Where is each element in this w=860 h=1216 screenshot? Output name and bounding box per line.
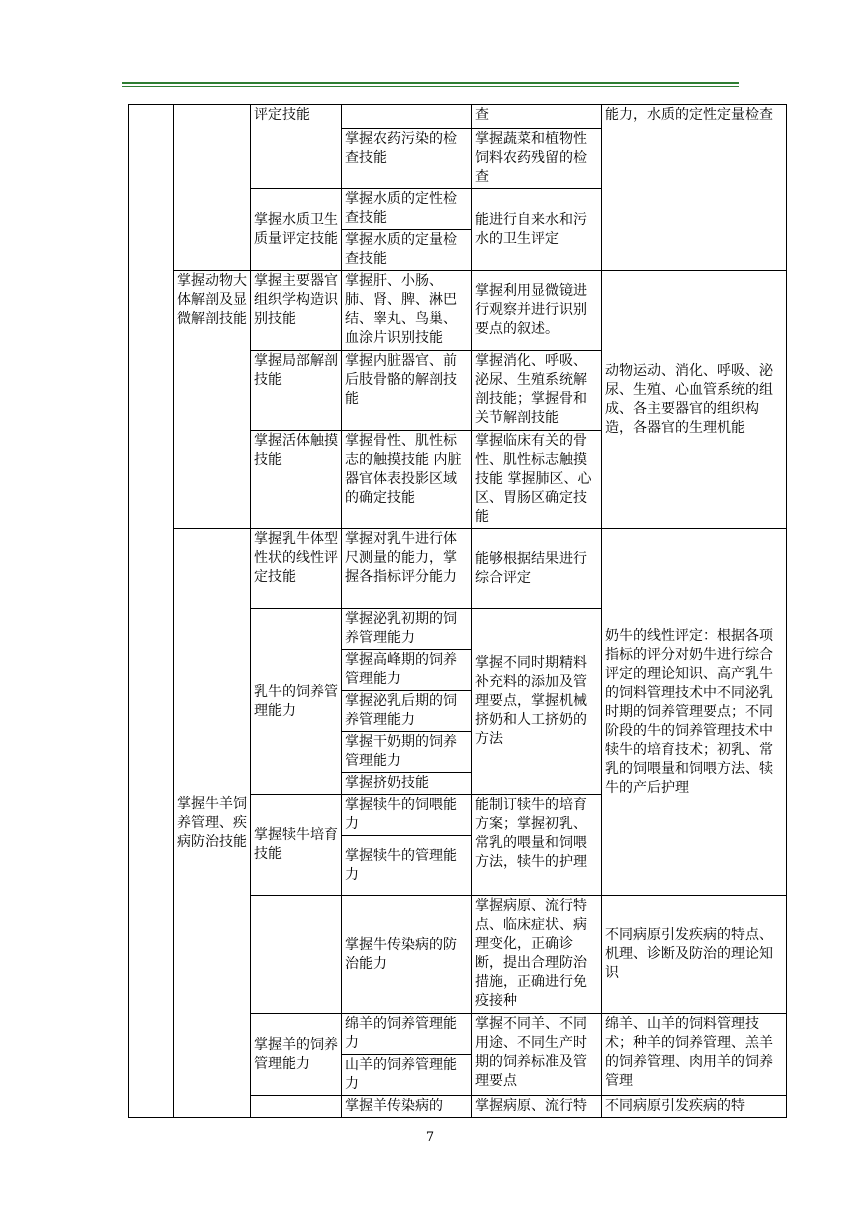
cell: 山羊的饲养管理能力 [342, 1055, 472, 1096]
cell [342, 105, 472, 129]
cell: 掌握临床有关的骨性、肌性标志触摸技能 掌握肺区、心区、胃肠区确定技能 [472, 431, 602, 529]
header-rule-thin [122, 86, 739, 87]
page-number: 7 [425, 1130, 435, 1145]
cell: 奶牛的线性评定：根据各项指标的评分对奶牛进行综合评定的理论知识、高产乳牛的饲料管理技术中不同泌乳时期的饲养管理要点；不同阶段的牛的饲养管理技术中犊牛的培育技术；初乳、常乳的饲喂量和饲喂方法、犊牛的产后护理 [602, 529, 787, 896]
cell: 掌握牛传染病的防治能力 [342, 896, 472, 1014]
cell: 动物运动、消化、呼吸、泌尿、生殖、心血管系统的组成、各主要器官的组织构造，各器官的生理机能 [602, 271, 787, 529]
cell: 能制订犊牛的培育方案；掌握初乳、常乳的喂量和饲喂方法，犊牛的护理 [472, 795, 602, 896]
cell: 能进行自来水和污水的卫生评定 [472, 189, 602, 271]
cell: 掌握泌乳初期的饲养管理能力 [342, 609, 472, 650]
cell: 掌握肝、小肠、肺、肾、脾、淋巴结、睾丸、鸟巢、血涂片识别技能 [342, 271, 472, 351]
curriculum-table [128, 104, 787, 1118]
cell: 掌握挤奶技能 [342, 773, 472, 795]
cell: 评定技能 [251, 105, 342, 189]
cell: 掌握不同羊、不同用途、不同生产时期的饲养标准及管理要点 [472, 1014, 602, 1096]
cell: 掌握主要器官组织学构造识别技能 [251, 271, 342, 351]
cell: 掌握犊牛培育技能 [251, 795, 342, 896]
cell: 掌握病原、流行特 [472, 1096, 602, 1118]
cell: 掌握蔬菜和植物性饲料农药残留的检查 [472, 129, 602, 189]
cell: 能力，水质的定性定量检查 [602, 105, 787, 271]
cell: 掌握内脏器官、前后肢骨骼的解剖技能 [342, 351, 472, 431]
cell: 掌握牛羊饲养管理、疾病防治技能 [174, 529, 251, 1118]
cell: 掌握利用显微镜进行观察并进行识别要点的叙述。 [472, 271, 602, 351]
cell: 掌握高峰期的饲养管理能力 [342, 650, 472, 691]
cell: 不同病原引发疾病的特点、机理、诊断及防治的理论知识 [602, 896, 787, 1014]
header-rule-thick [122, 82, 739, 84]
cell: 掌握干奶期的饲养管理能力 [342, 732, 472, 773]
col1-blank [174, 105, 251, 271]
cell: 绵羊、山羊的饲料管理技术；种羊的饲养管理、羔羊的饲养管理、肉用羊的饲养管理 [602, 1014, 787, 1096]
cell: 掌握消化、呼吸、泌尿、生殖系统解剖技能；掌握骨和关节解剖技能 [472, 351, 602, 431]
cell: 掌握泌乳后期的饲养管理能力 [342, 691, 472, 732]
cell: 掌握骨性、肌性标志的触摸技能 内脏器官体表投影区域的确定技能 [342, 431, 472, 529]
cell: 掌握羊的饲养管理能力 [251, 1014, 342, 1096]
cell: 掌握病原、流行特点、临床症状、病理变化，正确诊断，提出合理防治措施，正确进行免疫接种 [472, 896, 602, 1014]
cell: 掌握羊传染病的 [342, 1096, 472, 1118]
cell: 掌握水质的定量检查技能 [342, 230, 472, 271]
cell: 掌握活体触摸技能 [251, 431, 342, 529]
cell [251, 1096, 342, 1118]
cell: 掌握水质的定性检查技能 [342, 189, 472, 230]
cell: 掌握乳牛体型性状的线性评定技能 [251, 529, 342, 609]
cell: 掌握局部解剖技能 [251, 351, 342, 431]
cell: 掌握动物大体解剖及显微解剖技能 [174, 271, 251, 529]
cell: 掌握犊牛的饲喂能力 [342, 795, 472, 836]
cell: 掌握水质卫生质量评定技能 [251, 189, 342, 271]
cell: 绵羊的饲养管理能力 [342, 1014, 472, 1055]
cell: 掌握农药污染的检查技能 [342, 129, 472, 189]
cell: 掌握对乳牛进行体尺测量的能力，掌握各指标评分能力 [342, 529, 472, 609]
cell: 能够根据结果进行综合评定 [472, 529, 602, 609]
cell: 不同病原引发疾病的特 [602, 1096, 787, 1118]
cell: 掌握犊牛的管理能力 [342, 836, 472, 896]
cell: 查 [472, 105, 602, 129]
cell: 乳牛的饲养管理能力 [251, 609, 342, 795]
cell [251, 896, 342, 1014]
cell: 掌握不同时期精料补充料的添加及管理要点，掌握机械挤奶和人工挤奶的方法 [472, 609, 602, 795]
col0-blank [129, 105, 174, 1118]
